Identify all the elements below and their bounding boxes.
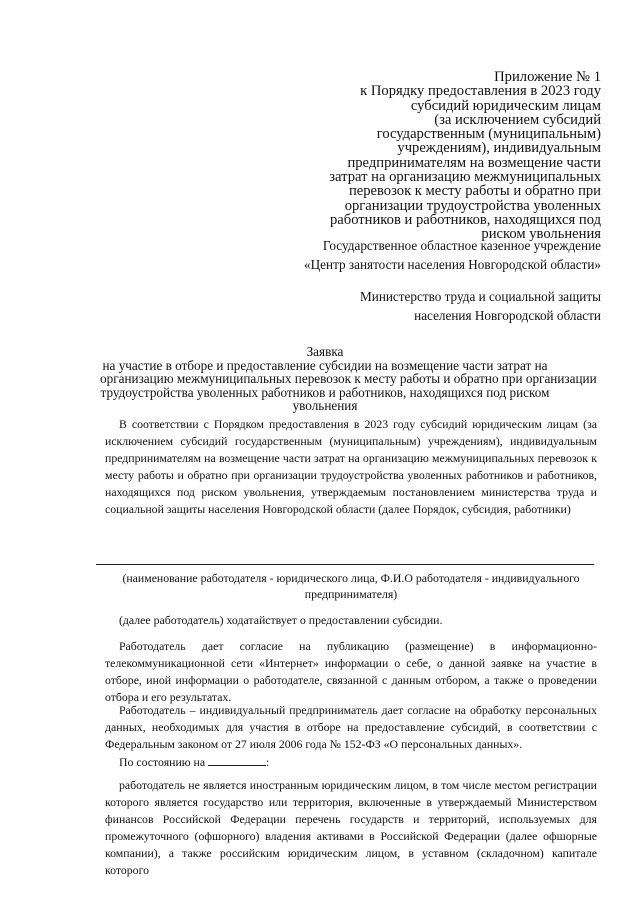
paragraph-consent-publication: Работодатель дает согласие на публикацию (размещение) в информационно-телекоммуникационной сети «Интернет» информации о себе, о данной заявке на участие в отборе, иной информации о работодателе, связанной с данным отбором, а также о проведении отбора и его результатах.	[105, 639, 597, 704]
title-line: трудоустройства уволенных работников и работников, находящихся под риском	[100, 384, 550, 400]
recipient-center-line1: Государственное областное казенное учреждение	[322, 238, 601, 253]
appendix-line: организации трудоустройства уволенных	[344, 197, 601, 214]
appendix-line: субсидий юридическим лицам	[410, 97, 601, 114]
as-of-date-blank	[208, 754, 266, 766]
appendix-header	[271, 70, 601, 242]
as-of-date-colon: :	[266, 755, 270, 769]
paragraph-offshore-statement: работодатель не является иностранным юридическим лицом, в том числе местом регистрации которого является государство или территория, включенные в утверждаемый Министерством финансов Российской Федерации перечень государств и территорий, используемых для промежуточного (офшорного) владения активами в Российской Федерации (далее офшорные компании), а также российским юридическим лицом, в уставном (складочном) капитале которого	[105, 778, 597, 877]
recipient-ministry	[360, 287, 601, 325]
appendix-line: перевозок к месту работы и обратно при	[348, 183, 601, 200]
recipient-center-line2: «Центр занятости населения Новгородской области»	[304, 257, 601, 272]
employer-name-caption: (наименование работодателя - юридического лица, Ф.И.О работодателя - индивидуального предпринимателя)	[122, 571, 580, 601]
appendix-line: государственным (муниципальным)	[376, 126, 601, 143]
recipient-ministry-line1: Министерство труда и социальной защиты	[360, 289, 601, 304]
appendix-line: Приложение № 1	[494, 69, 601, 85]
as-of-date-label: По состоянию на	[119, 755, 206, 769]
document-title	[100, 344, 597, 414]
appendix-line: к Порядку предоставления в 2023 году	[360, 83, 601, 100]
paragraph-intro: В соответствии с Порядком предоставления в 2023 году субсидий юридическим лицам (за исключением субсидий государственным (муниципальным) учреждениям), индивидуальным предпринимателям на возмещение части затрат на организацию межмуниципальных перевозок к месту работы и обратно при организации трудоустройства уволенных работников и работников, находящихся под риском увольнения, утверждаемым постановлением министерства труда и социальной защиты населения Новгородской области (далее Порядок, субсидия, работники)	[105, 417, 597, 516]
title-line: организацию межмуниципальных перевозок к месту работы и обратно при организации	[100, 371, 597, 387]
appendix-line: предпринимателям на возмещение части	[347, 154, 601, 171]
recipient-ministry-line2: населения Новгородской области	[414, 308, 601, 323]
appendix-line: (за исключением субсидий	[434, 111, 601, 128]
paragraph-consent-personal-data: Работодатель – индивидуальный предприниматель дает согласие на обработку персональных данных, необходимых для участия в отборе на предоставление субсидий, в соответствии с Федеральным законом от 27 июля 2006 года № 152-ФЗ «О персональных данных».	[105, 703, 597, 751]
appendix-line: затрат на организацию межмуниципальных	[329, 169, 601, 186]
title-heading: Заявка	[306, 344, 344, 359]
recipient-center	[304, 236, 601, 274]
paragraph-as-of-date	[105, 754, 597, 771]
title-line: на участие в отборе и предоставление субсидии на возмещение части затрат на	[102, 357, 548, 373]
appendix-line: риском увольнения	[481, 226, 601, 243]
appendix-line: работников и работников, находящихся под	[330, 211, 601, 228]
employer-name-line	[96, 564, 594, 565]
appendix-line: учреждениям), индивидуальным	[397, 140, 601, 157]
title-line: увольнения	[292, 398, 358, 414]
paragraph-petition: (далее работодатель) ходатайствует о предоставлении субсидии.	[119, 613, 443, 627]
